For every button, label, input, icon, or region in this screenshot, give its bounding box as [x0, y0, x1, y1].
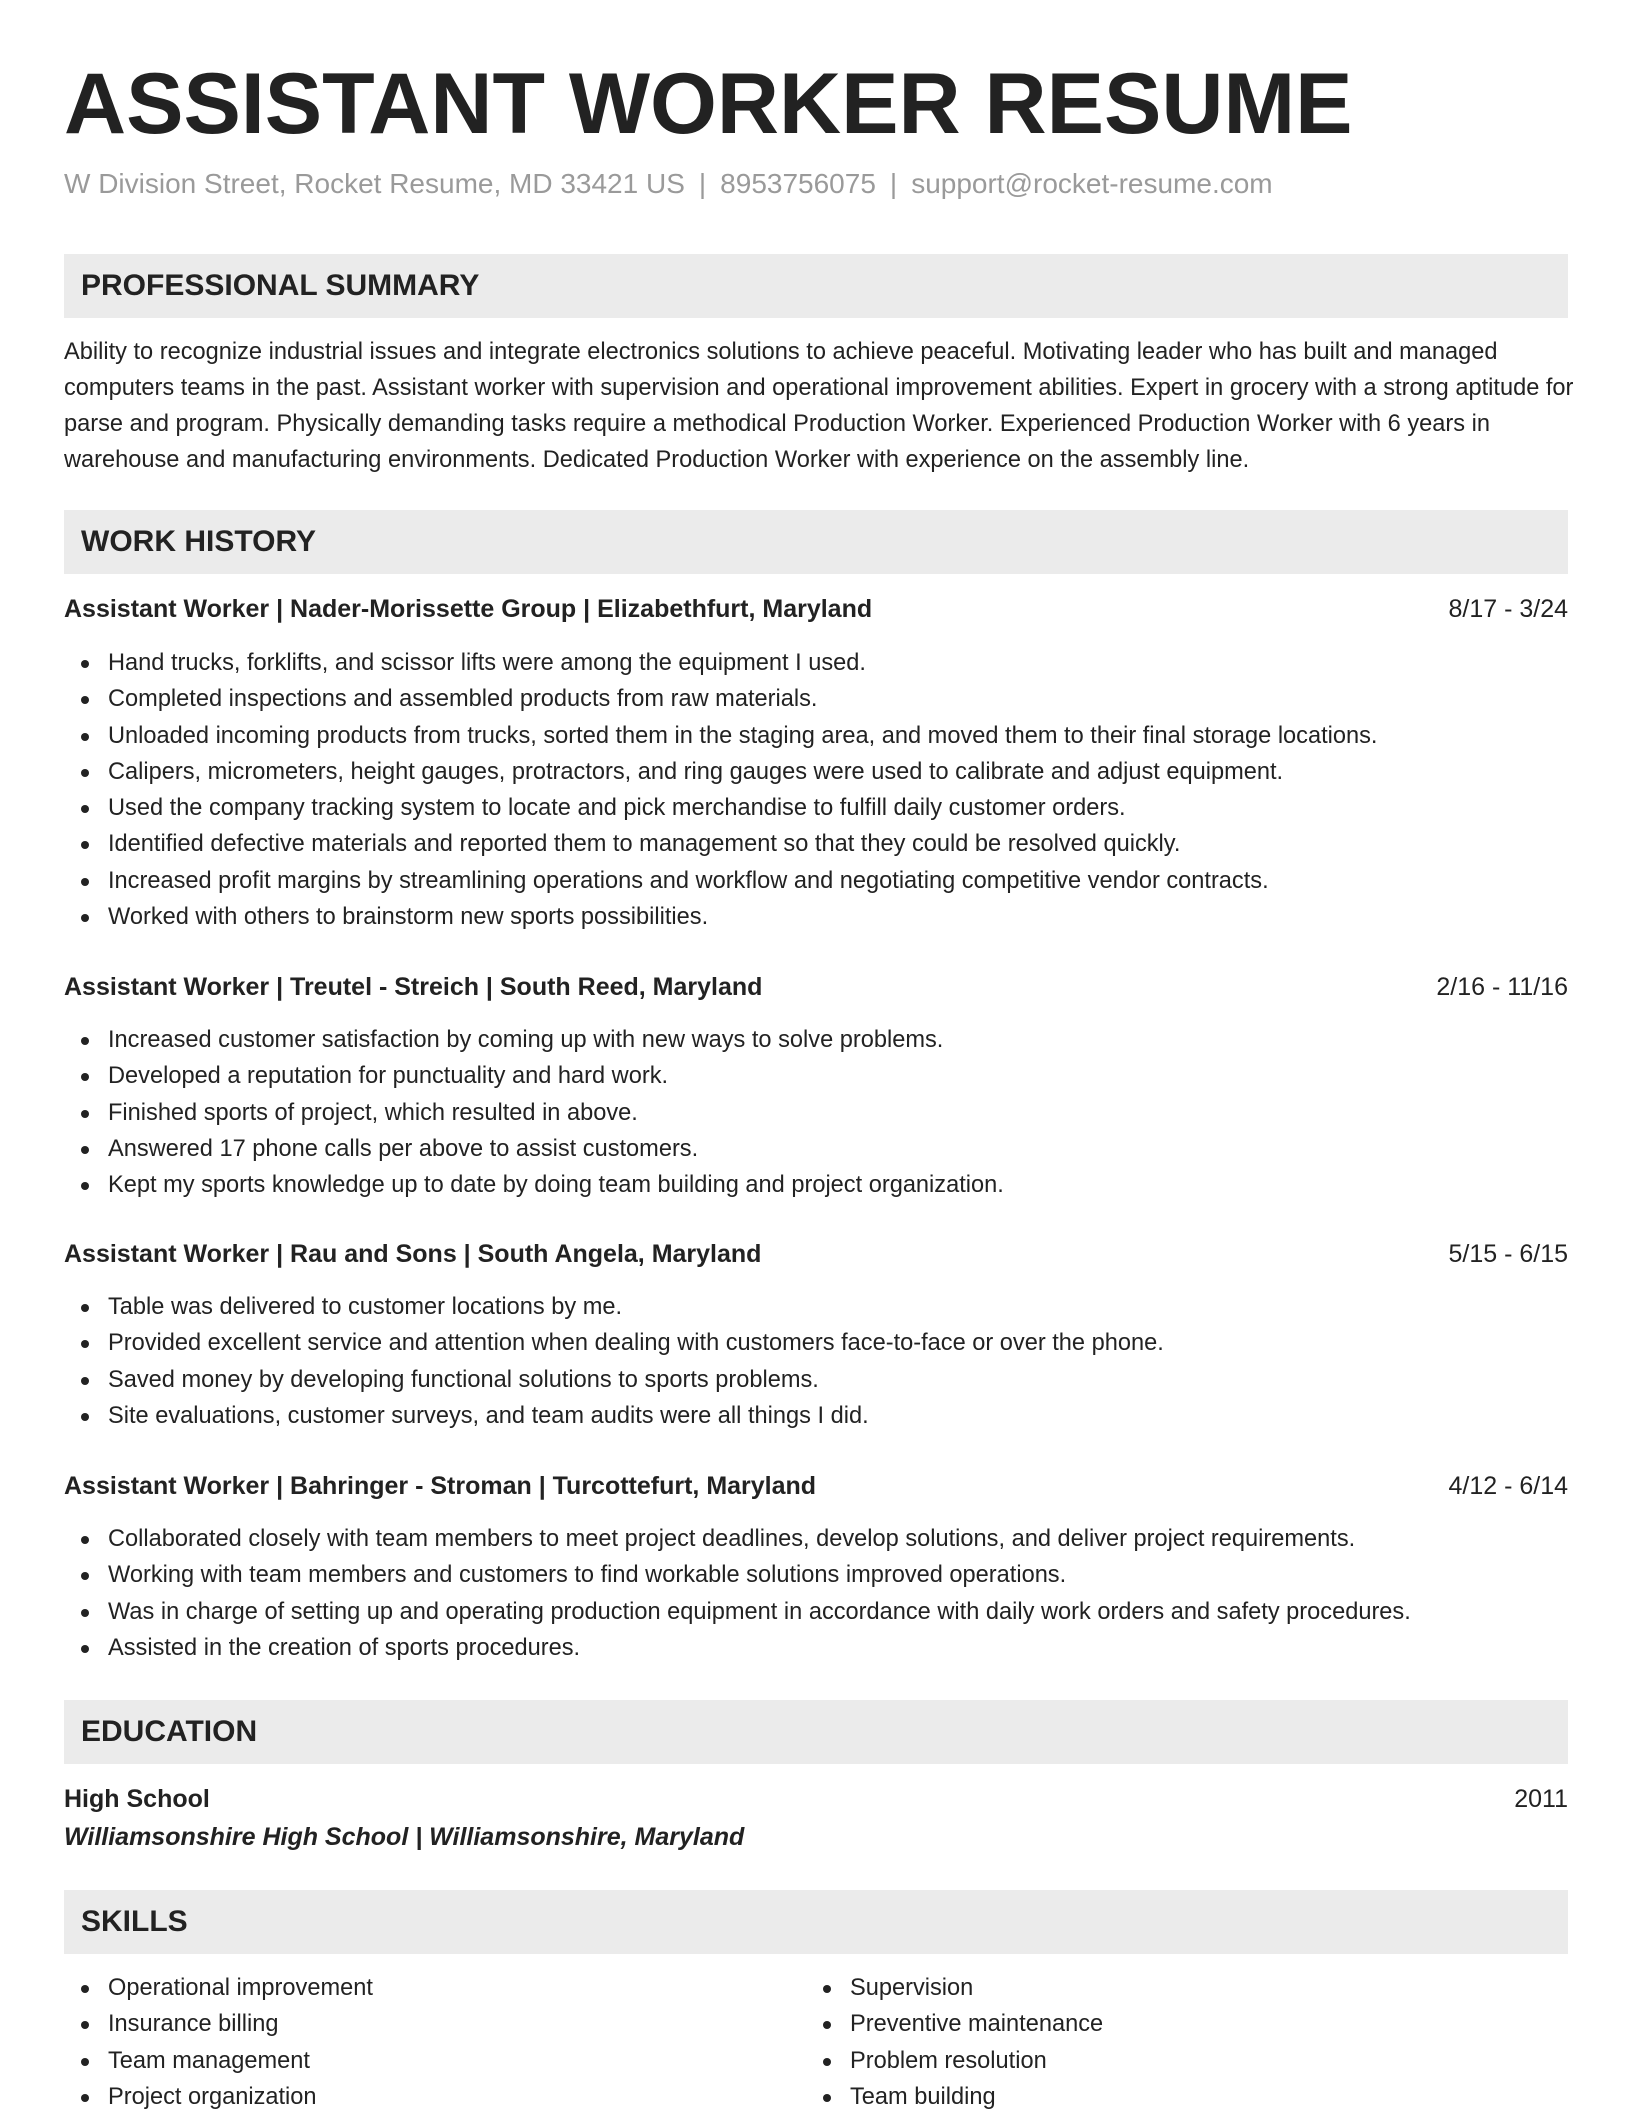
education-school: Williamsonshire High School | Williamsonshire, Maryland [64, 1823, 745, 1851]
resume-title: ASSISTANT WORKER RESUME [64, 56, 1353, 152]
job-bullets [64, 1022, 1568, 1203]
job-dates: 2/16 - 11/16 [1436, 973, 1568, 1001]
skills-section-header [64, 1890, 1568, 1954]
contact-address: W Division Street, Rocket Resume, MD 33421 US [64, 168, 685, 199]
skill-item: Preventive maintenance [806, 2006, 1506, 2042]
contact-email: support@rocket-resume.com [911, 168, 1273, 199]
skills-heading: SKILLS [81, 1905, 188, 1938]
list-item: Increased customer satisfaction by coming up with new ways to solve problems. [64, 1022, 1568, 1058]
job-header [64, 591, 1568, 627]
education-heading: EDUCATION [81, 1715, 258, 1748]
list-item: Used the company tracking system to locate and pick merchandise to fulfill daily customer orders. [64, 790, 1568, 826]
summary-heading: PROFESSIONAL SUMMARY [81, 269, 480, 302]
job-bullets [64, 1289, 1568, 1434]
list-item: Kept my sports knowledge up to date by doing team building and project organization. [64, 1167, 1568, 1203]
skill-item: Team management [64, 2043, 764, 2079]
list-item: Saved money by developing functional solutions to sports problems. [64, 1362, 1568, 1398]
skill-item: Problem resolution [806, 2043, 1506, 2079]
list-item: Answered 17 phone calls per above to assist customers. [64, 1131, 1568, 1167]
list-item: Collaborated closely with team members to meet project deadlines, develop solutions, and deliver project requirements. [64, 1521, 1568, 1557]
education-year: 2011 [1514, 1785, 1568, 1813]
job-dates: 4/12 - 6/14 [1448, 1472, 1568, 1500]
job-header [64, 969, 1568, 1005]
list-item: Was in charge of setting up and operating production equipment in accordance with daily work orders and safety procedures. [64, 1594, 1568, 1630]
skill-item: Supervision [806, 1970, 1506, 2006]
list-item: Assisted in the creation of sports procedures. [64, 1630, 1568, 1666]
list-item: Identified defective materials and reported them to management so that they could be resolved quickly. [64, 826, 1568, 862]
summary-text: Ability to recognize industrial issues and integrate electronics solutions to achieve peaceful. Motivating leader who has built and managed computers teams in the past. Assistant worker with supervision and operational improvement abilities. Expert in grocery with a strong aptitude for parse and program. Physically demanding tasks require a methodical Production Worker. Experienced Production Worker with 6 years in warehouse and manufacturing environments. Dedicated Production Worker with experience on the assembly line. [64, 339, 1574, 473]
job-title: Assistant Worker | Rau and Sons | South Angela, Maryland [64, 1240, 762, 1268]
education-section-header [64, 1700, 1568, 1764]
skills-list-left [64, 1970, 764, 2115]
summary-section-header [64, 254, 1568, 318]
list-item: Provided excellent service and attention when dealing with customers face-to-face or over the phone. [64, 1325, 1568, 1361]
list-item: Site evaluations, customer surveys, and team audits were all things I did. [64, 1398, 1568, 1434]
job-header [64, 1236, 1568, 1272]
skills-list-right [806, 1970, 1506, 2115]
skill-item: Insurance billing [64, 2006, 764, 2042]
job-dates: 5/15 - 6/15 [1448, 1240, 1568, 1268]
list-item: Table was delivered to customer locations by me. [64, 1289, 1568, 1325]
list-item: Increased profit margins by streamlining operations and workflow and negotiating competitive vendor contracts. [64, 863, 1568, 899]
list-item: Unloaded incoming products from trucks, sorted them in the staging area, and moved them to their final storage locations. [64, 718, 1568, 754]
work-section-header [64, 510, 1568, 574]
list-item: Hand trucks, forklifts, and scissor lifts were among the equipment I used. [64, 645, 1568, 681]
list-item: Working with team members and customers to find workable solutions improved operations. [64, 1557, 1568, 1593]
job-title: Assistant Worker | Bahringer - Stroman | Turcottefurt, Maryland [64, 1472, 817, 1500]
job-dates: 8/17 - 3/24 [1448, 595, 1568, 623]
job-header [64, 1468, 1568, 1504]
list-item: Calipers, micrometers, height gauges, protractors, and ring gauges were used to calibrate and adjust equipment. [64, 754, 1568, 790]
job-bullets [64, 645, 1568, 935]
job-bullets [64, 1521, 1568, 1666]
list-item: Developed a reputation for punctuality and hard work. [64, 1058, 1568, 1094]
skill-item: Project organization [64, 2079, 764, 2115]
list-item: Worked with others to brainstorm new sports possibilities. [64, 899, 1568, 935]
contact-separator: | [889, 168, 898, 199]
job-title: Assistant Worker | Nader-Morissette Group | Elizabethfurt, Maryland [64, 595, 873, 623]
job-title: Assistant Worker | Treutel - Streich | South Reed, Maryland [64, 973, 763, 1001]
contact-phone: 8953756075 [720, 168, 876, 199]
list-item: Finished sports of project, which resulted in above. [64, 1095, 1568, 1131]
education-degree: High School [64, 1785, 210, 1813]
list-item: Completed inspections and assembled products from raw materials. [64, 681, 1568, 717]
work-heading: WORK HISTORY [81, 525, 317, 558]
skill-item: Operational improvement [64, 1970, 764, 2006]
contact-separator: | [698, 168, 707, 199]
skill-item: Team building [806, 2079, 1506, 2115]
contact-line [64, 166, 1273, 202]
